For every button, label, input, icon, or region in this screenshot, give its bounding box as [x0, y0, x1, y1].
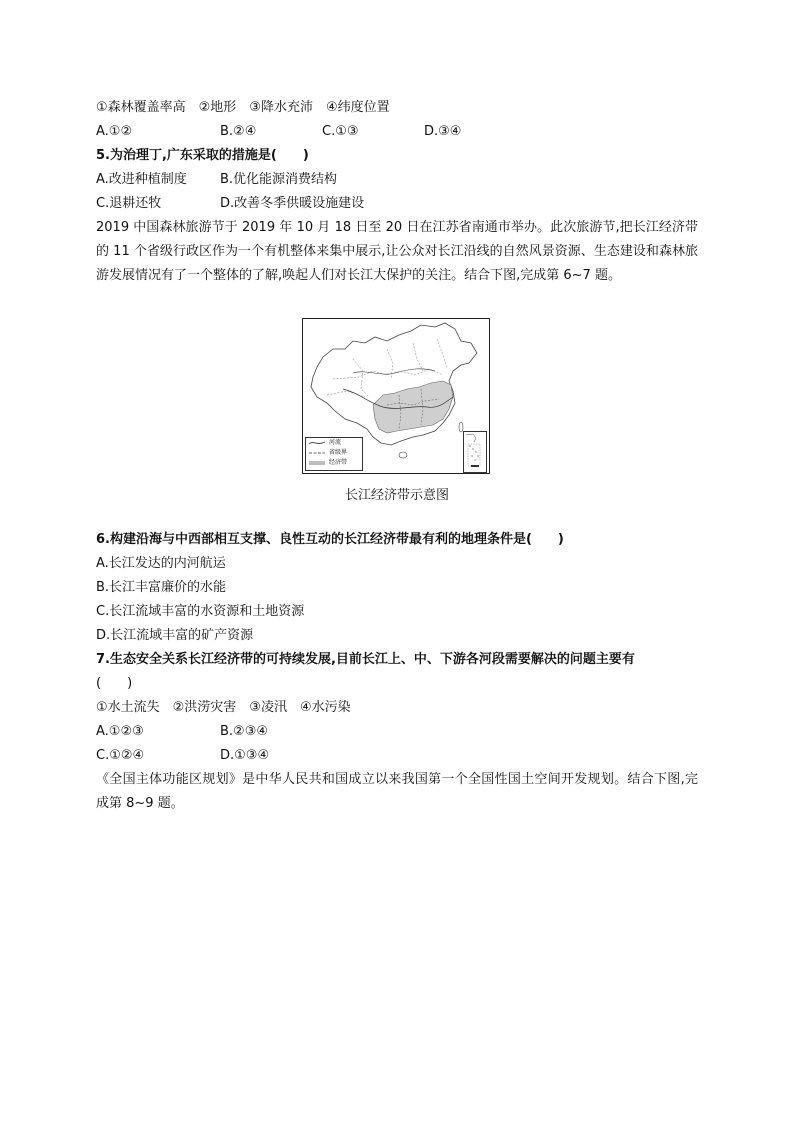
q7-answer-paren: ( ) — [96, 676, 133, 691]
q6-stem: 6.构建沿海与中西部相互支撑、良性互动的长江经济带最有利的地理条件是( ) — [96, 532, 564, 547]
q7-choice-a[interactable]: A.①②③ — [96, 724, 144, 739]
yangtze-economic-belt-map — [302, 318, 490, 474]
q6-choice-b[interactable]: B.长江丰富廉价的水能 — [96, 580, 227, 595]
economic-belt-symbol-icon — [308, 460, 326, 466]
q7-choice-b[interactable]: B.②③④ — [220, 724, 269, 739]
q6-choice-a[interactable]: A.长江发达的内河航运 — [96, 556, 226, 571]
q4-choice-b[interactable]: B.②④ — [220, 124, 257, 139]
q5-choice-c[interactable]: C.退耕还牧 — [96, 196, 162, 211]
legend-river-label: 河流 — [329, 439, 342, 446]
q5-choice-b[interactable]: B.优化能源消费结构 — [220, 172, 338, 187]
map-legend — [305, 437, 363, 471]
q5-stem: 5.为治理丁,广东采取的措施是( ) — [96, 148, 309, 163]
legend-province-border-label: 省级界 — [329, 449, 348, 456]
passage-yangtze: 2019 中国森林旅游节于 2019 年 10 月 18 日至 20 日在江苏省南通市举办。此次旅游节,把长江经济带的 11 个省级行政区作为一个有机整体来集中展示,让公众对长江沿线的自然风景资源、生态建设和森林旅游发展情况有了一个整体的了解,唤起人们对长江大保护的关注。结合下图,完成第 6~7 题。 — [96, 220, 698, 283]
passage-main-functional-zones: 《全国主体功能区规划》是中华人民共和国成立以来我国第一个全国性国土空间开发规划。结合下图,完成第 8~9 题。 — [96, 772, 698, 811]
q4-choice-d[interactable]: D.③④ — [424, 124, 462, 139]
q4-choice-c[interactable]: C.①③ — [322, 124, 359, 139]
legend-economic-belt-label: 经济带 — [329, 459, 348, 466]
south-china-sea-graphic — [464, 432, 484, 470]
south-china-sea-inset — [463, 431, 487, 473]
q6-choice-d[interactable]: D.长江流域丰富的矿产资源 — [96, 628, 254, 643]
province-border-symbol-icon — [308, 450, 326, 456]
q4-choice-a[interactable]: A.①② — [96, 124, 133, 139]
q4-options-line: ①森林覆盖率高 ②地形 ③降水充沛 ④纬度位置 — [96, 100, 390, 115]
q5-choice-d[interactable]: D.改善冬季供暖设施建设 — [220, 196, 365, 211]
q7-choice-c[interactable]: C.①②④ — [96, 748, 145, 763]
map-caption: 长江经济带示意图 — [344, 488, 449, 503]
q7-options-line: ①水土流失 ②洪涝灾害 ③凌汛 ④水污染 — [96, 700, 351, 715]
q7-stem: 7.生态安全关系长江经济带的可持续发展,目前长江上、中、下游各河段需要解决的问题主要有 — [96, 652, 635, 667]
q6-choice-c[interactable]: C.长江流域丰富的水资源和土地资源 — [96, 604, 305, 619]
q5-choice-a[interactable]: A.改进种植制度 — [96, 172, 187, 187]
river-symbol-icon — [308, 440, 326, 446]
q7-choice-d[interactable]: D.①③④ — [220, 748, 270, 763]
